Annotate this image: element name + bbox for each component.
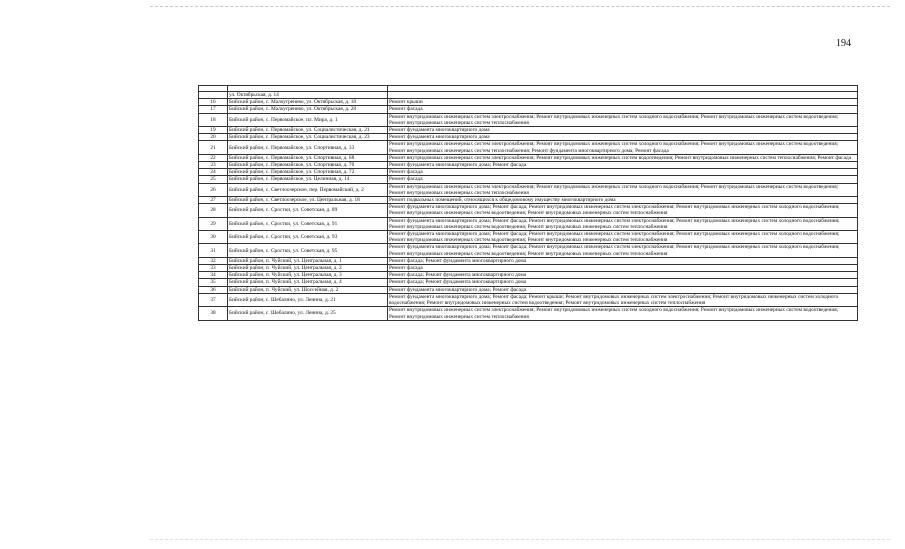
works-cell: Ремонт фасада; Ремонт фундамента многоквартирного дома (388, 257, 858, 264)
address-cell: Бийский район, с. Сростки, ул. Советская, д. 95 (228, 244, 388, 257)
row-number-cell: 23 (199, 162, 228, 169)
row-number-cell: 28 (199, 204, 228, 217)
table-row (199, 154, 858, 161)
address-cell: Бийский район, с. Первомайское, пл. Мира, д. 1 (228, 113, 388, 126)
address-cell: Бийский район, п. Чуйский, ул. Центральная, д. 1 (228, 257, 388, 264)
table-row (199, 231, 858, 244)
row-number-cell (199, 92, 228, 99)
row-number-cell: 27 (199, 197, 228, 204)
works-cell: Ремонт внутридомовых инженерных систем электроснабжения; Ремонт внутридомовых инженерных систем холодного водоснабжения; Ремонт внутридомовых инженерных систем водоотведения; Ремонт внутридомовых инженерных систем теплоснабжения (388, 307, 858, 320)
row-number-cell: 34 (199, 272, 228, 279)
table-row (199, 141, 858, 154)
table-row (199, 265, 858, 272)
works-cell: Ремонт фундамента многоквартирного дома (388, 127, 858, 134)
works-cell: Ремонт фундамента многоквартирного дома; Ремонт фасада; Ремонт крыши; Ремонт внутридомовых инженерных систем электроснабжения; Ремонт внутридомовых инженерных систем холодного водоснабжения; Ремонт внутридомовых инженерных систем водоотведения; Ремонт внутридомовых инженерных систем теплоснабжения (388, 293, 858, 306)
works-cell: Ремонт фасада (388, 106, 858, 113)
row-number-cell: 17 (199, 106, 228, 113)
works-cell: Ремонт крыши (388, 99, 858, 106)
address-cell: Бийский район, с. Шебалино, ул. Ленина, д. 25 (228, 307, 388, 320)
works-cell: Ремонт внутридомовых инженерных систем электроснабжения; Ремонт внутридомовых инженерных систем холодного водоснабжения; Ремонт внутридомовых инженерных систем водоотведения; Ремонт внутридомовых инженерных систем теплоснабжения (388, 183, 858, 196)
row-number-cell: 37 (199, 293, 228, 306)
row-number-cell: 36 (199, 286, 228, 293)
table-row (199, 217, 858, 230)
table-row (199, 197, 858, 204)
table-row (199, 169, 858, 176)
address-cell: Бийский район, с. Первомайское, ул. Социалистическая, д. 23 (228, 134, 388, 141)
row-number-cell: 18 (199, 113, 228, 126)
row-number-cell: 30 (199, 231, 228, 244)
table-row (199, 162, 858, 169)
table-row (199, 113, 858, 126)
works-cell: Ремонт внутридомовых инженерных систем электроснабжения; Ремонт внутридомовых инженерных систем холодного водоснабжения; Ремонт внутридомовых инженерных систем водоотведения; Ремонт внутридомовых инженерных систем теплоснабжения; Ремонт фундамента многоквартирного дома; Ремонт фасада (388, 141, 858, 154)
table-row (199, 279, 858, 286)
address-cell: Бийский район, с. Первомайское, ул. Социалистическая, д. 21 (228, 127, 388, 134)
works-cell: Ремонт фасада; Ремонт фундамента многоквартирного дома (388, 272, 858, 279)
table-row (199, 293, 858, 306)
row-number-cell: 19 (199, 127, 228, 134)
works-cell: Ремонт подвальных помещений, относящихся к общедомовому имуществу многоквартирного дома (388, 197, 858, 204)
address-cell: Бийский район, с. Малоугренево, ул. Октябрьская, д. 18 (228, 99, 388, 106)
scan-edge-bottom (150, 539, 890, 540)
address-cell: Бийский район, с. Шебалино, ул. Ленина, д. 21 (228, 293, 388, 306)
works-cell (388, 92, 858, 99)
table-row (199, 272, 858, 279)
address-cell: Бийский район, с. Первомайское, ул. Спортивная, д. 72 (228, 169, 388, 176)
row-number-cell: 29 (199, 217, 228, 230)
address-cell: ул. Октябрьская, д. 14 (228, 92, 388, 99)
table-row (199, 134, 858, 141)
address-cell: Бийский район, с. Первомайское, ул. Целинная, д. 14 (228, 176, 388, 183)
works-cell: Ремонт фундамента многоквартирного дома; Ремонт фасада; Ремонт внутридомовых инженерных систем электроснабжения; Ремонт внутридомовых инженерных систем холодного водоснабжения; Ремонт внутридомовых инженерных систем водоотведения; Ремонт внутридомовых инженерных систем теплоснабжения (388, 231, 858, 244)
table-row (199, 183, 858, 196)
address-cell: Бийский район, п. Чуйский, ул. Центральная, д. 2 (228, 265, 388, 272)
address-cell: Бийский район, с. Первомайское, ул. Спортивная, д. 68 (228, 154, 388, 161)
row-number-cell: 33 (199, 265, 228, 272)
row-number-cell: 20 (199, 134, 228, 141)
page-number: 194 (836, 38, 851, 49)
row-number-cell: 32 (199, 257, 228, 264)
row-number-cell: 24 (199, 169, 228, 176)
table-body (199, 86, 858, 321)
works-cell: Ремонт фундамента многоквартирного дома; Ремонт фасада (388, 162, 858, 169)
address-cell: Бийский район, п. Чуйский, ул. Центральная, д. 3 (228, 272, 388, 279)
address-cell: Бийский район, с. Первомайское, ул. Спортивная, д. 70 (228, 162, 388, 169)
works-cell: Ремонт фундамента многоквартирного дома; Ремонт фасада; Ремонт внутридомовых инженерных систем электроснабжения; Ремонт внутридомовых инженерных систем холодного водоснабжения; Ремонт внутридомовых инженерных систем водоотведения; Ремонт внутридомовых инженерных систем теплоснабжения (388, 217, 858, 230)
row-number-cell: 16 (199, 99, 228, 106)
works-cell: Ремонт фундамента многоквартирного дома; Ремонт фасада; Ремонт внутридомовых инженерных систем электроснабжения; Ремонт внутридомовых инженерных систем холодного водоснабжения; Ремонт внутридомовых инженерных систем водоотведения; Ремонт внутридомовых инженерных систем теплоснабжения (388, 204, 858, 217)
row-number-cell: 26 (199, 183, 228, 196)
table-row (199, 307, 858, 320)
table-row (199, 204, 858, 217)
repair-program-table (198, 85, 858, 321)
row-number-cell: 38 (199, 307, 228, 320)
row-number-cell: 25 (199, 176, 228, 183)
table-row (199, 286, 858, 293)
works-cell: Ремонт фасада (388, 169, 858, 176)
works-cell: Ремонт фундамента многоквартирного дома; Ремонт фасада (388, 286, 858, 293)
address-cell: Бийский район, п. Чуйский, ул. Центральная, д. 4 (228, 279, 388, 286)
address-cell: Бийский район, с. Сростки, ул. Советская, д. 91 (228, 217, 388, 230)
table-row (199, 244, 858, 257)
address-cell: Бийский район, с. Первомайское, ул. Спортивная, д. 33 (228, 141, 388, 154)
address-cell: Бийский район, с. Сростки, ул. Советская, д. 89 (228, 204, 388, 217)
address-cell: Бийский район, с. Малоугренево, ул. Октябрьская, д. 28 (228, 106, 388, 113)
row-number-cell: 35 (199, 279, 228, 286)
table-row (199, 257, 858, 264)
works-cell: Ремонт фасада; Ремонт фундамента многоквартирного дома (388, 279, 858, 286)
address-cell: Бийский район, с. Сростки, ул. Советская, д. 93 (228, 231, 388, 244)
scan-edge-top (150, 6, 890, 7)
table-row (199, 99, 858, 106)
table-row (199, 176, 858, 183)
row-number-cell: 22 (199, 154, 228, 161)
table-row (199, 106, 858, 113)
works-cell: Ремонт внутридомовых инженерных систем электроснабжения; Ремонт внутридомовых инженерных систем холодного водоснабжения; Ремонт внутридомовых инженерных систем водоотведения; Ремонт внутридомовых инженерных систем теплоснабжения (388, 113, 858, 126)
works-cell: Ремонт внутридомовых инженерных систем электроснабжения; Ремонт внутридомовых инженерных систем водоотведения; Ремонт внутридомовых инженерных систем теплоснабжения; Ремонт фасада (388, 154, 858, 161)
works-cell: Ремонт фундамента многоквартирного дома (388, 134, 858, 141)
works-cell: Ремонт фундамента многоквартирного дома; Ремонт фасада; Ремонт внутридомовых инженерных систем электроснабжения; Ремонт внутридомовых инженерных систем холодного водоснабжения; Ремонт внутридомовых инженерных систем водоотведения; Ремонт внутридомовых инженерных систем теплоснабжения (388, 244, 858, 257)
row-number-cell: 21 (199, 141, 228, 154)
address-cell: Бийский район, п. Чуйский, ул. Шоссейная, д. 2 (228, 286, 388, 293)
table-row (199, 92, 858, 99)
works-cell: Ремонт фасада (388, 265, 858, 272)
address-cell: Бийский район, с. Светлоозерское, ул. Центральная, д. 18 (228, 197, 388, 204)
address-cell: Бийский район, с. Светлоозерское, пер. Первомайский, д. 2 (228, 183, 388, 196)
table-row (199, 127, 858, 134)
row-number-cell: 31 (199, 244, 228, 257)
works-cell: Ремонт фасада (388, 176, 858, 183)
